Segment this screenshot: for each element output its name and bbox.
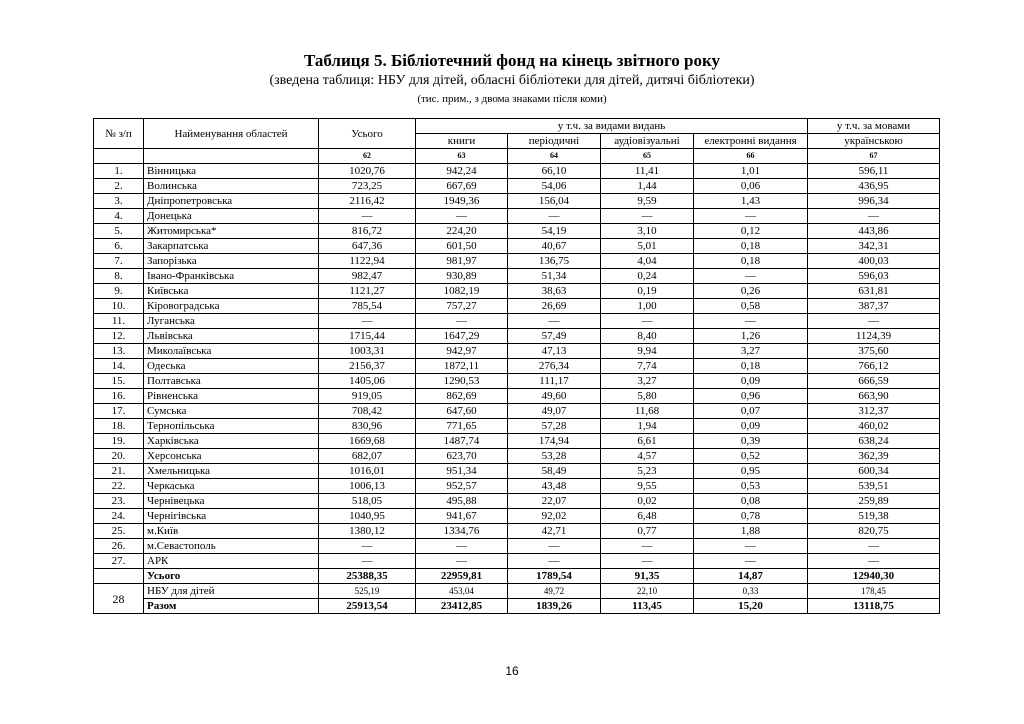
cell-total: — [319, 554, 416, 569]
cell-periodicals: — [508, 539, 601, 554]
cell-books: 1647,29 [416, 329, 508, 344]
table-row [94, 179, 940, 194]
cell-ukrainian: 13118,75 [808, 599, 940, 614]
cell-electronic: 0,09 [694, 419, 808, 434]
cell-electronic: — [694, 269, 808, 284]
cell-books: — [416, 554, 508, 569]
cell-audiovisual: 8,40 [601, 329, 694, 344]
cell-books: 942,97 [416, 344, 508, 359]
cell-total: — [319, 314, 416, 329]
row-number: 1. [94, 164, 144, 179]
cell-total: 1715,44 [319, 329, 416, 344]
cell-periodicals: 57,28 [508, 419, 601, 434]
cell-ukrainian: — [808, 539, 940, 554]
table-row [94, 359, 940, 374]
row-number: 17. [94, 404, 144, 419]
cell-books: 941,67 [416, 509, 508, 524]
cell-ukrainian: — [808, 554, 940, 569]
cell-audiovisual: — [601, 209, 694, 224]
header-books: книги [416, 134, 508, 149]
cell-total: — [319, 539, 416, 554]
row-number: 26. [94, 539, 144, 554]
row-name: Волинська [144, 179, 319, 194]
cell-audiovisual: 9,55 [601, 479, 694, 494]
table-body [94, 164, 940, 614]
table-row [94, 419, 940, 434]
cell-audiovisual: 1,00 [601, 299, 694, 314]
cell-periodicals: 49,60 [508, 389, 601, 404]
row-name: Тернопільська [144, 419, 319, 434]
row-name: Харківська [144, 434, 319, 449]
row-number: 22. [94, 479, 144, 494]
column-code: 67 [808, 149, 940, 164]
row-name: Вінницька [144, 164, 319, 179]
cell-periodicals: 136,75 [508, 254, 601, 269]
cell-periodicals: 174,94 [508, 434, 601, 449]
cell-electronic: 3,27 [694, 344, 808, 359]
row-name: Закарпатська [144, 239, 319, 254]
row-number: 23. [94, 494, 144, 509]
row-number: 4. [94, 209, 144, 224]
cell-ukrainian: 820,75 [808, 524, 940, 539]
cell-electronic: 0,08 [694, 494, 808, 509]
row-name: Херсонська [144, 449, 319, 464]
table-row [94, 389, 940, 404]
cell-total: 647,36 [319, 239, 416, 254]
cell-books: 224,20 [416, 224, 508, 239]
row-name: Чернігівська [144, 509, 319, 524]
column-code: 62 [319, 149, 416, 164]
cell-total: 2156,37 [319, 359, 416, 374]
cell-books: 601,50 [416, 239, 508, 254]
cell-books: 1487,74 [416, 434, 508, 449]
cell-ukrainian: 362,39 [808, 449, 940, 464]
cell-electronic: 0,18 [694, 254, 808, 269]
cell-periodicals: 26,69 [508, 299, 601, 314]
table-row [94, 299, 940, 314]
header-name: Найменування областей [144, 119, 319, 149]
cell-periodicals: 54,19 [508, 224, 601, 239]
row-number: 12. [94, 329, 144, 344]
cell-periodicals: 22,07 [508, 494, 601, 509]
cell-books: 952,57 [416, 479, 508, 494]
cell-electronic: 0,18 [694, 359, 808, 374]
cell-total: 525,19 [319, 584, 416, 599]
cell-total: 25913,54 [319, 599, 416, 614]
cell-total: 2116,42 [319, 194, 416, 209]
grand-total-row [94, 599, 940, 614]
cell-total: 816,72 [319, 224, 416, 239]
cell-audiovisual: — [601, 314, 694, 329]
cell-electronic: 0,96 [694, 389, 808, 404]
page-number: 16 [505, 664, 519, 678]
cell-books: 951,34 [416, 464, 508, 479]
cell-total: 1121,27 [319, 284, 416, 299]
cell-audiovisual: 9,94 [601, 344, 694, 359]
row-number: 11. [94, 314, 144, 329]
row-name: Луганська [144, 314, 319, 329]
table-row [94, 554, 940, 569]
cell-ukrainian: 1124,39 [808, 329, 940, 344]
table-row [94, 539, 940, 554]
cell-total: 1380,12 [319, 524, 416, 539]
cell-audiovisual: 0,24 [601, 269, 694, 284]
cell-ukrainian: 638,24 [808, 434, 940, 449]
cell-audiovisual: 5,01 [601, 239, 694, 254]
cell-ukrainian: 519,38 [808, 509, 940, 524]
cell-ukrainian: 631,81 [808, 284, 940, 299]
header-periodicals: періодичні [508, 134, 601, 149]
cell-books: — [416, 539, 508, 554]
table-row [94, 404, 940, 419]
table-row [94, 284, 940, 299]
cell-electronic: 15,20 [694, 599, 808, 614]
cell-books: 757,27 [416, 299, 508, 314]
cell-books: 862,69 [416, 389, 508, 404]
cell-electronic: 14,87 [694, 569, 808, 584]
cell-total: — [319, 209, 416, 224]
cell-electronic: 0,06 [694, 179, 808, 194]
cell-ukrainian: 12940,30 [808, 569, 940, 584]
row-number: 20. [94, 449, 144, 464]
cell-audiovisual: 4,04 [601, 254, 694, 269]
cell-periodicals: 49,72 [508, 584, 601, 599]
cell-books: 1082,19 [416, 284, 508, 299]
cell-audiovisual: 3,27 [601, 374, 694, 389]
cell-periodicals: — [508, 314, 601, 329]
cell-audiovisual: 9,59 [601, 194, 694, 209]
row-name: АРК [144, 554, 319, 569]
cell-electronic: 1,26 [694, 329, 808, 344]
row-name: Київська [144, 284, 319, 299]
cell-books: 1290,53 [416, 374, 508, 389]
cell-audiovisual: 6,48 [601, 509, 694, 524]
row-number: 8. [94, 269, 144, 284]
cell-ukrainian: 539,51 [808, 479, 940, 494]
row-number: 13. [94, 344, 144, 359]
row-name: Рівненська [144, 389, 319, 404]
cell-periodicals: — [508, 209, 601, 224]
header-ukrainian: українською [808, 134, 940, 149]
row-name: Чернівецька [144, 494, 319, 509]
cell-periodicals: 47,13 [508, 344, 601, 359]
cell-books: 1949,36 [416, 194, 508, 209]
cell-books: 23412,85 [416, 599, 508, 614]
cell-periodicals: 42,71 [508, 524, 601, 539]
row-name: Черкаська [144, 479, 319, 494]
row-number [94, 569, 144, 584]
table-row [94, 224, 940, 239]
cell-audiovisual: — [601, 554, 694, 569]
cell-books: 453,04 [416, 584, 508, 599]
cell-audiovisual: 6,61 [601, 434, 694, 449]
cell-electronic: 0,18 [694, 239, 808, 254]
row-number: 19. [94, 434, 144, 449]
cell-electronic: 0,78 [694, 509, 808, 524]
cell-audiovisual: 1,94 [601, 419, 694, 434]
cell-ukrainian: 312,37 [808, 404, 940, 419]
row-name: Дніпропетровська [144, 194, 319, 209]
cell-total: 785,54 [319, 299, 416, 314]
header-audiovisual: аудіовізуальні [601, 134, 694, 149]
cell-ukrainian: 596,03 [808, 269, 940, 284]
cell-periodicals: 38,63 [508, 284, 601, 299]
row-number: 27. [94, 554, 144, 569]
row-name: Разом [144, 599, 319, 614]
table-row [94, 254, 940, 269]
table-row [94, 509, 940, 524]
cell-periodicals: — [508, 554, 601, 569]
cell-periodicals: 53,28 [508, 449, 601, 464]
cell-audiovisual: 113,45 [601, 599, 694, 614]
column-code: 65 [601, 149, 694, 164]
cell-books: 1334,76 [416, 524, 508, 539]
cell-books: 771,65 [416, 419, 508, 434]
cell-audiovisual: 1,44 [601, 179, 694, 194]
cell-total: 708,42 [319, 404, 416, 419]
cell-periodicals: 57,49 [508, 329, 601, 344]
header-by-lang: у т.ч. за мовами [808, 119, 940, 134]
cell-books: 942,24 [416, 164, 508, 179]
cell-periodicals: 66,10 [508, 164, 601, 179]
library-fund-table [93, 118, 940, 614]
cell-total: 518,05 [319, 494, 416, 509]
header-code-blank [144, 149, 319, 164]
cell-electronic: 0,95 [694, 464, 808, 479]
cell-periodicals: 58,49 [508, 464, 601, 479]
nbu-row [94, 584, 940, 599]
cell-ukrainian: — [808, 314, 940, 329]
row-name: Запорізька [144, 254, 319, 269]
cell-electronic: — [694, 209, 808, 224]
header-code-blank [94, 149, 144, 164]
cell-audiovisual: 0,02 [601, 494, 694, 509]
cell-audiovisual: 22,10 [601, 584, 694, 599]
table-row [94, 344, 940, 359]
row-name: Сумська [144, 404, 319, 419]
cell-total: 1040,95 [319, 509, 416, 524]
cell-ukrainian: 663,90 [808, 389, 940, 404]
cell-books: 1872,11 [416, 359, 508, 374]
table-row [94, 209, 940, 224]
table-row [94, 494, 940, 509]
row-name: Житомирська* [144, 224, 319, 239]
cell-ukrainian: 436,95 [808, 179, 940, 194]
cell-electronic: 0,07 [694, 404, 808, 419]
cell-total: 682,07 [319, 449, 416, 464]
row-name: Одеська [144, 359, 319, 374]
row-name: м.Севастополь [144, 539, 319, 554]
cell-total: 1669,68 [319, 434, 416, 449]
cell-audiovisual: 0,77 [601, 524, 694, 539]
cell-audiovisual: 91,35 [601, 569, 694, 584]
cell-electronic: 1,43 [694, 194, 808, 209]
table-row [94, 314, 940, 329]
cell-periodicals: 1839,26 [508, 599, 601, 614]
table-row [94, 434, 940, 449]
row-name: Миколаївська [144, 344, 319, 359]
cell-electronic: 0,58 [694, 299, 808, 314]
row-name: Усього [144, 569, 319, 584]
cell-total: 25388,35 [319, 569, 416, 584]
cell-ukrainian: 766,12 [808, 359, 940, 374]
total-row [94, 569, 940, 584]
cell-periodicals: 43,48 [508, 479, 601, 494]
table-row [94, 479, 940, 494]
column-code: 63 [416, 149, 508, 164]
cell-total: 919,05 [319, 389, 416, 404]
cell-periodicals: 1789,54 [508, 569, 601, 584]
cell-total: 723,25 [319, 179, 416, 194]
cell-ukrainian: 342,31 [808, 239, 940, 254]
cell-books: 930,89 [416, 269, 508, 284]
cell-electronic: 0,26 [694, 284, 808, 299]
row-name: НБУ для дітей [144, 584, 319, 599]
row-number: 25. [94, 524, 144, 539]
row-number: 3. [94, 194, 144, 209]
cell-periodicals: 111,17 [508, 374, 601, 389]
cell-ukrainian: 178,45 [808, 584, 940, 599]
cell-electronic: 1,01 [694, 164, 808, 179]
cell-electronic: 1,88 [694, 524, 808, 539]
cell-audiovisual: — [601, 539, 694, 554]
cell-periodicals: 156,04 [508, 194, 601, 209]
cell-ukrainian: 387,37 [808, 299, 940, 314]
row-number: 21. [94, 464, 144, 479]
cell-ukrainian: — [808, 209, 940, 224]
row-number: 18. [94, 419, 144, 434]
row-name: Кіровоградська [144, 299, 319, 314]
cell-total: 1003,31 [319, 344, 416, 359]
row-number: 24. [94, 509, 144, 524]
table-row [94, 329, 940, 344]
row-name: Полтавська [144, 374, 319, 389]
cell-books: 981,97 [416, 254, 508, 269]
table-subtitle: (зведена таблиця: НБУ для дітей, обласні бібліотеки для дітей, дитячі бібліотеки) [269, 73, 755, 88]
header-num: № з/п [94, 119, 144, 149]
cell-total: 830,96 [319, 419, 416, 434]
column-code: 64 [508, 149, 601, 164]
row-number: 10. [94, 299, 144, 314]
unit-note: (тис. прим., з двома знаками після коми) [417, 93, 607, 105]
cell-audiovisual: 4,57 [601, 449, 694, 464]
header-electronic: електронні видання [694, 134, 808, 149]
row-name: Івано-Франківська [144, 269, 319, 284]
cell-electronic: 0,53 [694, 479, 808, 494]
table-row [94, 524, 940, 539]
cell-electronic: — [694, 314, 808, 329]
header-by-type: у т.ч. за видами видань [416, 119, 808, 134]
cell-audiovisual: 0,19 [601, 284, 694, 299]
table-row [94, 164, 940, 179]
cell-books: 495,88 [416, 494, 508, 509]
cell-books: 667,69 [416, 179, 508, 194]
table-row [94, 464, 940, 479]
table-row [94, 239, 940, 254]
row-number: 15. [94, 374, 144, 389]
row-number: 5. [94, 224, 144, 239]
cell-electronic: 0,09 [694, 374, 808, 389]
cell-ukrainian: 460,02 [808, 419, 940, 434]
cell-ukrainian: 596,11 [808, 164, 940, 179]
row-name: м.Київ [144, 524, 319, 539]
row-name: Хмельницька [144, 464, 319, 479]
row-number: 9. [94, 284, 144, 299]
cell-electronic: — [694, 539, 808, 554]
cell-periodicals: 51,34 [508, 269, 601, 284]
cell-periodicals: 276,34 [508, 359, 601, 374]
cell-ukrainian: 666,59 [808, 374, 940, 389]
cell-total: 1122,94 [319, 254, 416, 269]
cell-books: 647,60 [416, 404, 508, 419]
cell-total: 1006,13 [319, 479, 416, 494]
cell-audiovisual: 5,80 [601, 389, 694, 404]
row-number: 14. [94, 359, 144, 374]
table-row [94, 269, 940, 284]
cell-audiovisual: 11,68 [601, 404, 694, 419]
cell-ukrainian: 443,86 [808, 224, 940, 239]
row-number: 2. [94, 179, 144, 194]
cell-audiovisual: 11,41 [601, 164, 694, 179]
cell-electronic: 0,33 [694, 584, 808, 599]
cell-electronic: 0,12 [694, 224, 808, 239]
cell-books: 623,70 [416, 449, 508, 464]
cell-periodicals: 40,67 [508, 239, 601, 254]
cell-books: — [416, 209, 508, 224]
cell-total: 1405,06 [319, 374, 416, 389]
row-name: Донецька [144, 209, 319, 224]
cell-total: 1016,01 [319, 464, 416, 479]
cell-periodicals: 54,06 [508, 179, 601, 194]
cell-audiovisual: 3,10 [601, 224, 694, 239]
table-row [94, 374, 940, 389]
cell-audiovisual: 7,74 [601, 359, 694, 374]
cell-electronic: — [694, 554, 808, 569]
cell-ukrainian: 259,89 [808, 494, 940, 509]
cell-ukrainian: 375,60 [808, 344, 940, 359]
column-code: 66 [694, 149, 808, 164]
cell-books: — [416, 314, 508, 329]
cell-periodicals: 49,07 [508, 404, 601, 419]
cell-ukrainian: 600,34 [808, 464, 940, 479]
cell-ukrainian: 996,34 [808, 194, 940, 209]
row-number: 28 [94, 584, 144, 614]
cell-electronic: 0,52 [694, 449, 808, 464]
cell-total: 1020,76 [319, 164, 416, 179]
cell-electronic: 0,39 [694, 434, 808, 449]
table-row [94, 449, 940, 464]
row-number: 7. [94, 254, 144, 269]
row-name: Львівська [144, 329, 319, 344]
cell-books: 22959,81 [416, 569, 508, 584]
table-title: Таблиця 5. Бібліотечний фонд на кінець звітного року [303, 51, 721, 70]
header-total: Усього [319, 119, 416, 149]
table-row [94, 194, 940, 209]
row-number: 6. [94, 239, 144, 254]
cell-audiovisual: 5,23 [601, 464, 694, 479]
row-number: 16. [94, 389, 144, 404]
cell-periodicals: 92,02 [508, 509, 601, 524]
cell-total: 982,47 [319, 269, 416, 284]
cell-ukrainian: 400,03 [808, 254, 940, 269]
